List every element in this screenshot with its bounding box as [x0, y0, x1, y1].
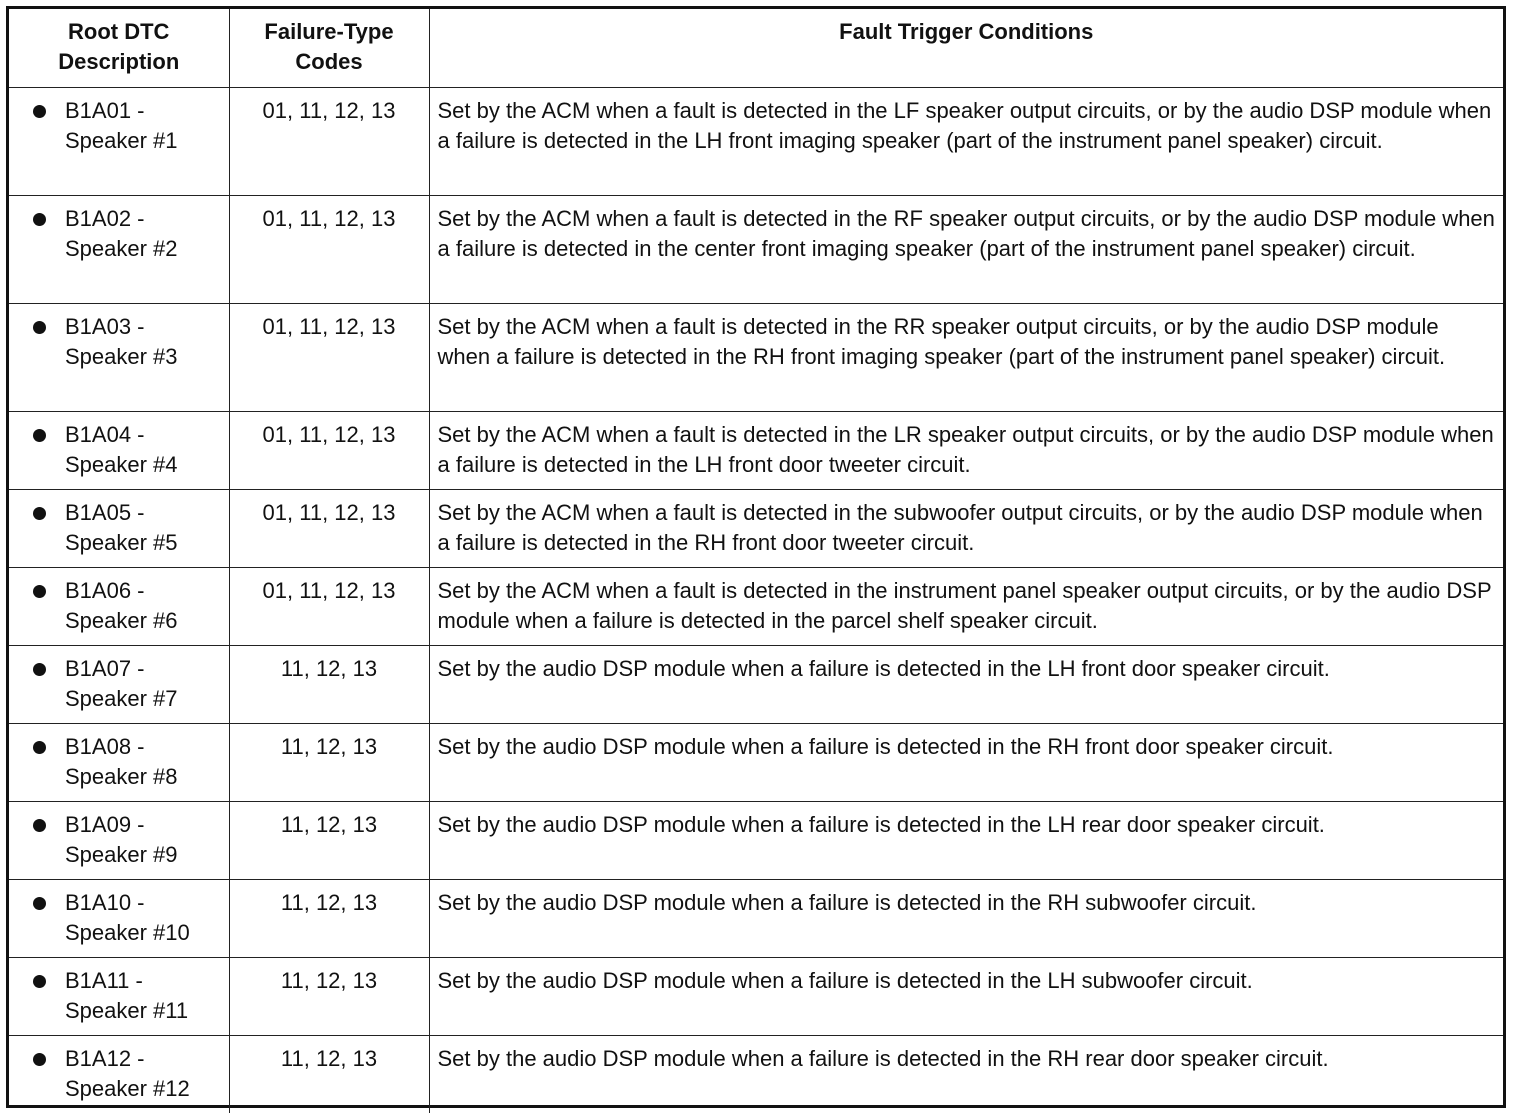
fault-trigger-conditions-cell: Set by the audio DSP module when a failure is detected in the LH front door speaker circuit.	[429, 645, 1503, 723]
dtc-table	[9, 9, 1503, 1113]
failure-type-codes-cell: 11, 12, 13	[229, 1035, 429, 1113]
bullet-icon	[33, 213, 46, 226]
table-row	[9, 303, 1503, 411]
header-failure-type-codes	[229, 9, 429, 87]
dtc-speaker-name: Speaker #9	[65, 841, 178, 867]
table-row	[9, 723, 1503, 801]
dtc-code: B1A12 -	[65, 1045, 145, 1071]
dtc-code: B1A05 -	[65, 499, 145, 525]
failure-type-codes-cell: 01, 11, 12, 13	[229, 567, 429, 645]
header-failure-type-line1: Failure-Type	[264, 19, 394, 44]
fault-trigger-conditions-cell: Set by the ACM when a fault is detected in the RR speaker output circuits, or by the audio DSP module when a failure is detected in the RH front imaging speaker (part of the instrument panel speaker) circuit.	[429, 303, 1503, 411]
dtc-speaker-name: Speaker #8	[65, 763, 178, 789]
dtc-speaker-name: Speaker #6	[65, 607, 178, 633]
table-row	[9, 957, 1503, 1035]
table-row	[9, 1035, 1503, 1113]
dtc-description-cell	[9, 303, 229, 411]
dtc-description-cell	[9, 801, 229, 879]
table-row	[9, 87, 1503, 195]
dtc-code: B1A01 -	[65, 97, 145, 123]
dtc-speaker-name: Speaker #7	[65, 685, 178, 711]
failure-type-codes-cell: 01, 11, 12, 13	[229, 303, 429, 411]
dtc-description-cell	[9, 723, 229, 801]
dtc-description-cell	[9, 567, 229, 645]
fault-trigger-conditions-cell: Set by the audio DSP module when a failure is detected in the RH rear door speaker circuit.	[429, 1035, 1503, 1113]
table-row	[9, 801, 1503, 879]
bullet-icon	[33, 105, 46, 118]
bullet-icon	[33, 819, 46, 832]
dtc-speaker-name: Speaker #11	[65, 997, 189, 1023]
dtc-code: B1A10 -	[65, 889, 145, 915]
dtc-description-cell	[9, 411, 229, 489]
failure-type-codes-cell: 11, 12, 13	[229, 723, 429, 801]
bullet-icon	[33, 321, 46, 334]
table-row	[9, 195, 1503, 303]
fault-trigger-conditions-cell: Set by the ACM when a fault is detected in the LR speaker output circuits, or by the audio DSP module when a failure is detected in the LH front door tweeter circuit.	[429, 411, 1503, 489]
header-fault-trigger-conditions: Fault Trigger Conditions	[429, 9, 1503, 87]
dtc-speaker-name: Speaker #1	[65, 127, 178, 153]
dtc-description-cell	[9, 645, 229, 723]
bullet-icon	[33, 975, 46, 988]
failure-type-codes-cell: 01, 11, 12, 13	[229, 411, 429, 489]
dtc-code: B1A07 -	[65, 655, 145, 681]
dtc-description-cell	[9, 489, 229, 567]
dtc-speaker-name: Speaker #4	[65, 451, 178, 477]
bullet-icon	[33, 507, 46, 520]
failure-type-codes-cell: 01, 11, 12, 13	[229, 87, 429, 195]
dtc-speaker-name: Speaker #2	[65, 235, 178, 261]
fault-trigger-conditions-cell: Set by the ACM when a fault is detected in the LF speaker output circuits, or by the audio DSP module when a failure is detected in the LH front imaging speaker (part of the instrument panel speaker) circuit.	[429, 87, 1503, 195]
failure-type-codes-cell: 11, 12, 13	[229, 957, 429, 1035]
fault-trigger-conditions-cell: Set by the audio DSP module when a failure is detected in the LH subwoofer circuit.	[429, 957, 1503, 1035]
fault-trigger-conditions-cell: Set by the audio DSP module when a failure is detected in the LH rear door speaker circuit.	[429, 801, 1503, 879]
header-row	[9, 9, 1503, 87]
table-row	[9, 567, 1503, 645]
bullet-icon	[33, 1053, 46, 1066]
dtc-code: B1A04 -	[65, 421, 145, 447]
table-row	[9, 879, 1503, 957]
table-row	[9, 645, 1503, 723]
bullet-icon	[33, 429, 46, 442]
failure-type-codes-cell: 01, 11, 12, 13	[229, 195, 429, 303]
dtc-table-frame	[6, 6, 1506, 1108]
dtc-code: B1A02 -	[65, 205, 145, 231]
dtc-speaker-name: Speaker #10	[65, 919, 190, 945]
dtc-description-cell	[9, 1035, 229, 1113]
fault-trigger-conditions-cell: Set by the ACM when a fault is detected in the RF speaker output circuits, or by the audio DSP module when a failure is detected in the center front imaging speaker (part of the instrument panel speaker) circuit.	[429, 195, 1503, 303]
bullet-icon	[33, 585, 46, 598]
dtc-code: B1A11 -	[65, 967, 143, 993]
header-failure-type-line2: Codes	[295, 49, 363, 74]
header-root-dtc-line1: Root DTC	[68, 19, 170, 44]
fault-trigger-conditions-cell: Set by the audio DSP module when a failure is detected in the RH front door speaker circuit.	[429, 723, 1503, 801]
failure-type-codes-cell: 11, 12, 13	[229, 879, 429, 957]
fault-trigger-conditions-cell: Set by the audio DSP module when a failure is detected in the RH subwoofer circuit.	[429, 879, 1503, 957]
table-body	[9, 87, 1503, 1113]
dtc-speaker-name: Speaker #12	[65, 1075, 190, 1101]
failure-type-codes-cell: 01, 11, 12, 13	[229, 489, 429, 567]
dtc-code: B1A03 -	[65, 313, 145, 339]
dtc-description-cell	[9, 195, 229, 303]
dtc-speaker-name: Speaker #5	[65, 529, 178, 555]
dtc-description-cell	[9, 87, 229, 195]
table-row	[9, 411, 1503, 489]
failure-type-codes-cell: 11, 12, 13	[229, 645, 429, 723]
header-root-dtc-line2: Description	[58, 49, 180, 74]
bullet-icon	[33, 663, 46, 676]
table-row	[9, 489, 1503, 567]
dtc-code: B1A08 -	[65, 733, 145, 759]
dtc-speaker-name: Speaker #3	[65, 343, 178, 369]
dtc-code: B1A09 -	[65, 811, 145, 837]
fault-trigger-conditions-cell: Set by the ACM when a fault is detected in the subwoofer output circuits, or by the audio DSP module when a failure is detected in the RH front door tweeter circuit.	[429, 489, 1503, 567]
bullet-icon	[33, 741, 46, 754]
fault-trigger-conditions-cell: Set by the ACM when a fault is detected in the instrument panel speaker output circuits, or by the audio DSP module when a failure is detected in the parcel shelf speaker circuit.	[429, 567, 1503, 645]
dtc-description-cell	[9, 957, 229, 1035]
bullet-icon	[33, 897, 46, 910]
dtc-description-cell	[9, 879, 229, 957]
dtc-code: B1A06 -	[65, 577, 145, 603]
failure-type-codes-cell: 11, 12, 13	[229, 801, 429, 879]
header-root-dtc-description	[9, 9, 229, 87]
